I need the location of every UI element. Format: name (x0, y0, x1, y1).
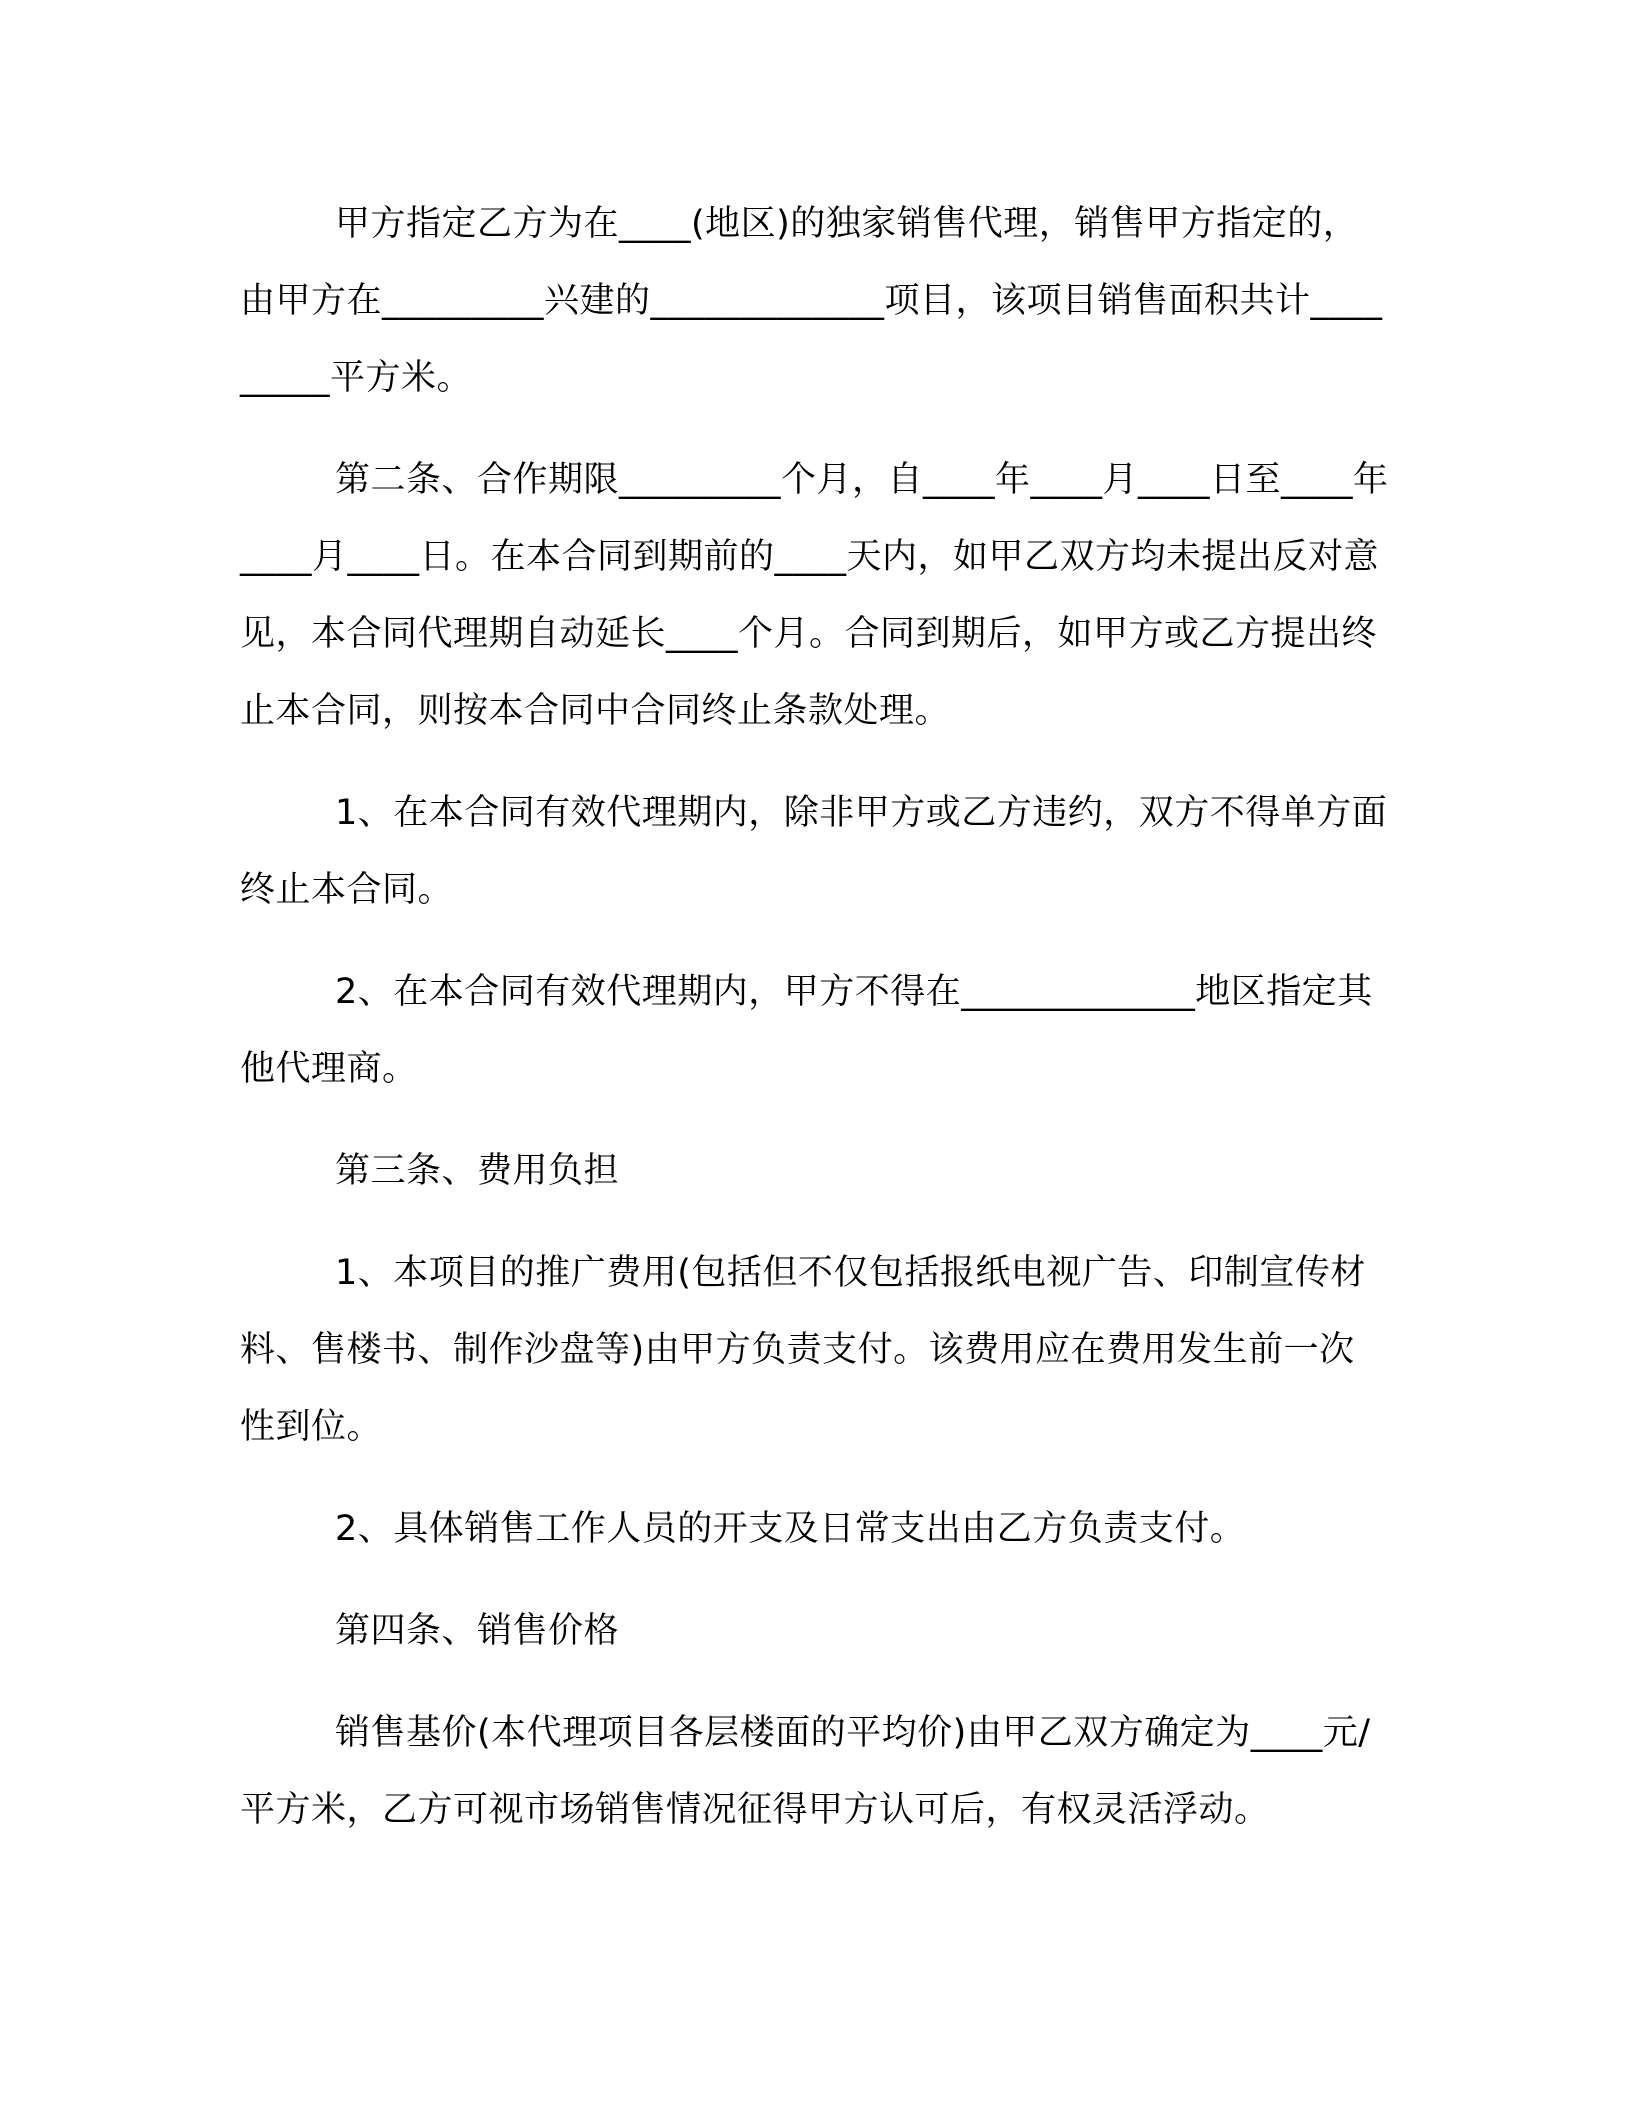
paragraph-cost-item-2: 2、具体销售工作人员的开支及日常支出由乙方负责支付。 (335, 1509, 1246, 1549)
paragraph-exclusive-agency: 甲方指定乙方为在____(地区)的独家销售代理，销售甲方指定的，由甲方在_________兴建的_____________项目，该项目销售面积共计_________平方米。 (240, 204, 1383, 398)
paragraph-cost-item-1: 1、本项目的推广费用(包括但不仅包括报纸电视广告、印制宣传材料、售楼书、制作沙盘等)由甲方负责支付。该费用应在费用发生前一次性到位。 (240, 1253, 1366, 1447)
heading-article-4-price: 第四条、销售价格 (335, 1611, 620, 1651)
heading-article-3-costs: 第三条、费用负担 (335, 1151, 620, 1191)
paragraph-article-2-term: 第二条、合作期限_________个月，自____年____月____日至____年____月____日。在本合同到期前的____天内，如甲乙双方均未提出反对意见，本合同代理期自动延长____个月。合同到期后，如甲方或乙方提出终止本合同，则按本合同中合同终止条款处理。 (240, 460, 1389, 731)
paragraph-term-item-1: 1、在本合同有效代理期内，除非甲方或乙方违约，双方不得单方面终止本合同。 (240, 793, 1388, 910)
paragraph-term-item-2: 2、在本合同有效代理期内，甲方不得在_____________地区指定其他代理商。 (240, 972, 1373, 1089)
document-body (240, 186, 1390, 1874)
paragraph-base-price: 销售基价(本代理项目各层楼面的平均价)由甲乙双方确定为____元/平方米，乙方可视市场销售情况征得甲方认可后，有权灵活浮动。 (240, 1713, 1371, 1830)
